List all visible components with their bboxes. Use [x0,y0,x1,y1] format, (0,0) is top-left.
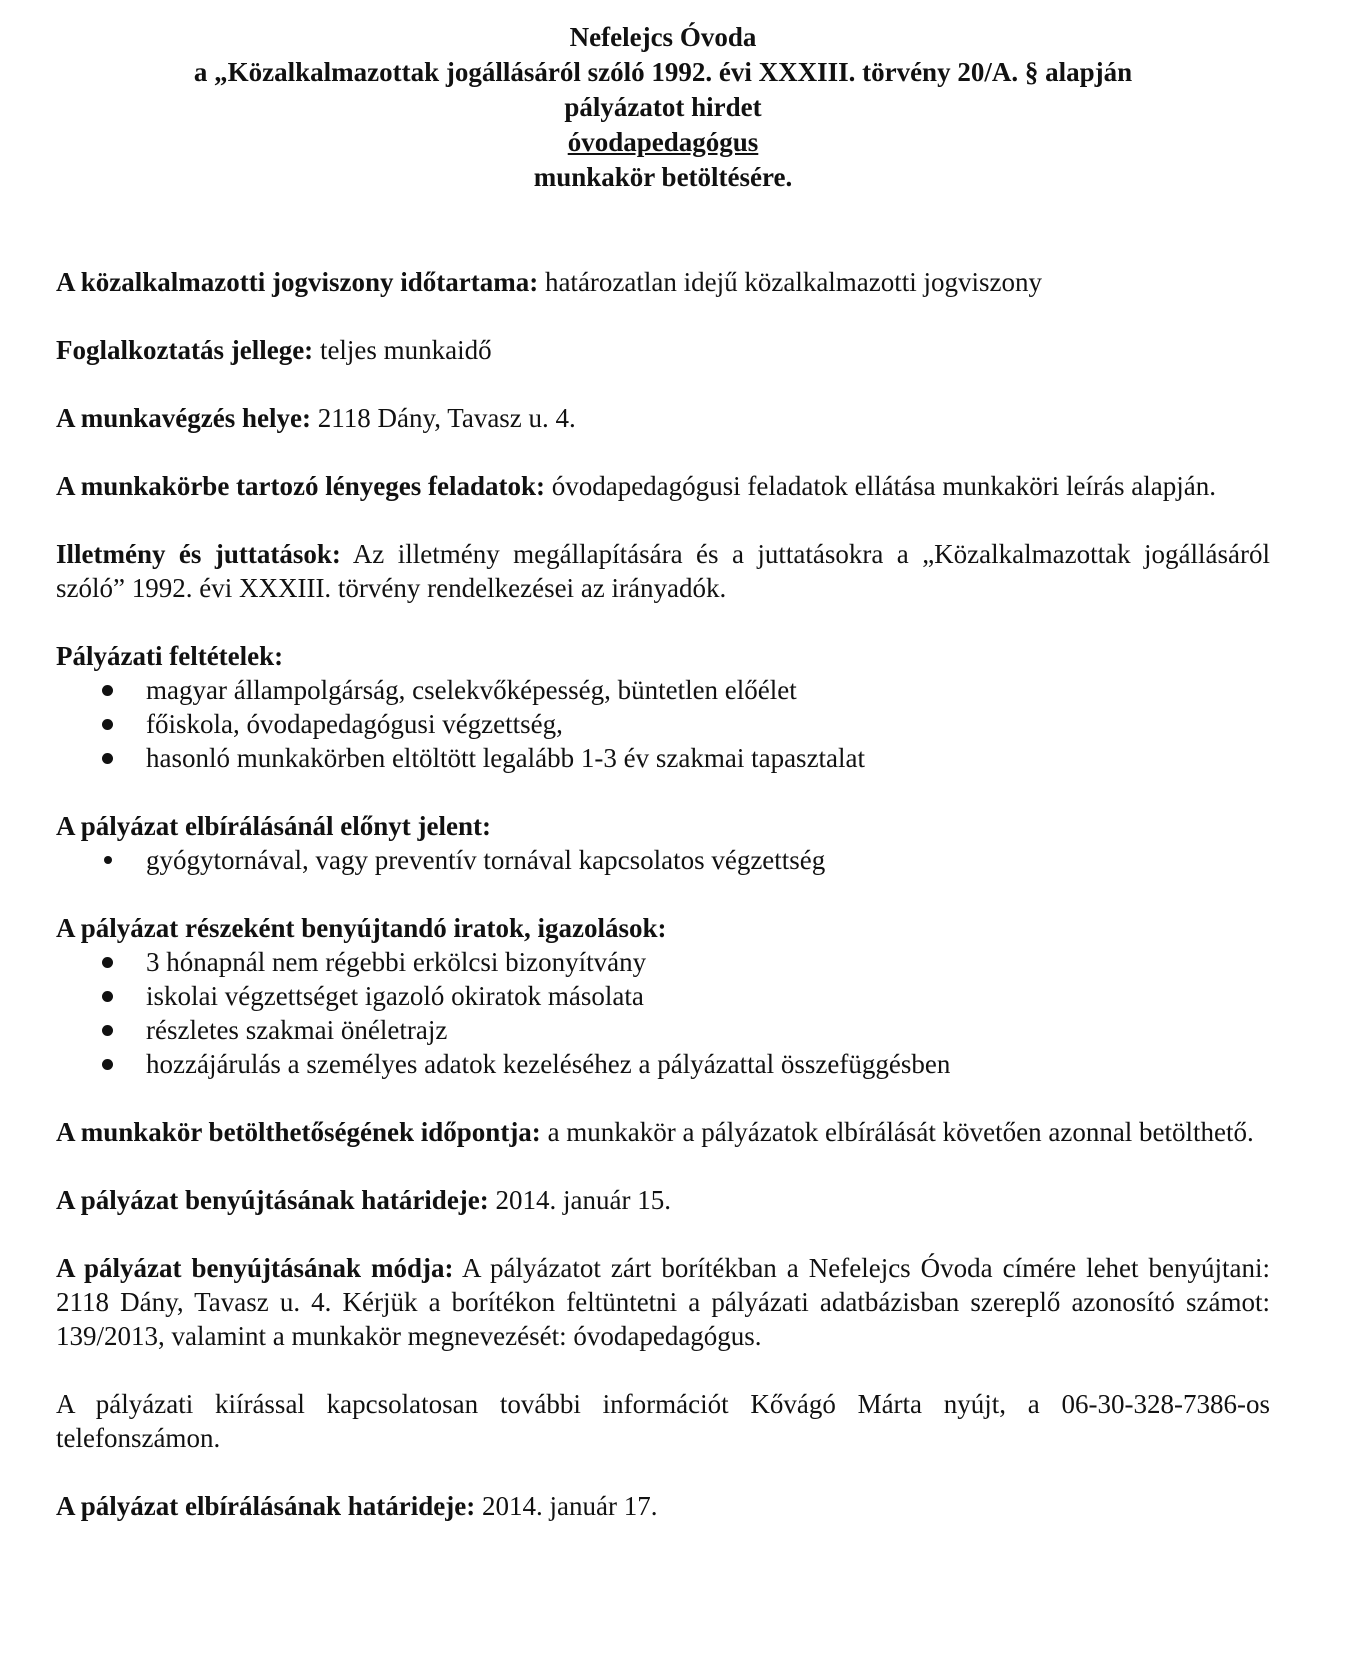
list-item: hasonló munkakörben eltöltött legalább 1-3 év szakmai tapasztalat [56,741,1270,775]
submission-method-paragraph [56,1251,1270,1353]
evaluation-deadline-paragraph [56,1489,1270,1523]
evaluation-deadline-value: 2014. január 17. [475,1491,658,1521]
position-title: óvodapedagógus [567,127,759,157]
employment-type-value: teljes munkaidő [313,335,492,365]
contact-info-paragraph: A pályázati kiírással kapcsolatosan további információt Kővágó Márta nyújt, a 06-30-328-7386-os telefonszámon. [56,1389,1270,1453]
list-item: iskolai végzettséget igazoló okiratok másolata [56,979,1270,1013]
list-item: gyógytornával, vagy preventív tornával kapcsolatos végzettség [56,843,1270,877]
conditions-list [56,673,1270,775]
bullet-icon [102,957,113,968]
bullet-icon [102,685,113,696]
bullet-icon [102,1025,113,1036]
list-item: hozzájárulás a személyes adatok kezeléséhez a pályázattal összefüggésben [56,1047,1270,1081]
tasks-label: A munkakörbe tartozó lényeges feladatok: [56,471,545,501]
submission-method-value: A pályázatot zárt borítékban a Nefelejcs Óvoda címére lehet benyújtani: 2118 Dány, Tavasz u. 4. Kérjük a borítékon feltüntetni a pályázati adatbázisban szereplő azonosító számot: 139/2013, valamint a munkakör megnevezését: óvodapedagógus. [56,1253,1270,1351]
start-date-paragraph [56,1115,1270,1149]
bullet-icon [102,753,113,764]
duration-paragraph [56,265,1270,299]
bullet-icon [102,1059,113,1070]
announcement-line: pályázatot hirdet [564,92,762,122]
list-item: részletes szakmai önéletrajz [56,1013,1270,1047]
salary-paragraph [56,537,1270,605]
legal-basis: a „Közalkalmazottak jogállásáról szóló 1992. évi XXXIII. törvény 20/A. § alapján [193,57,1133,87]
conditions-title: Pályázati feltételek: [56,641,284,671]
evaluation-deadline-label: A pályázat elbírálásának határideje: [56,1491,476,1521]
institution-name: Nefelejcs Óvoda [569,22,757,52]
workplace-paragraph [56,401,1270,435]
document-header [56,20,1270,195]
documents-title: A pályázat részeként benyújtandó iratok, igazolások: [56,913,667,943]
tasks-value: óvodapedagógusi feladatok ellátása munkaköri leírás alapján. [544,471,1216,501]
start-date-label: A munkakör betölthetőségének időpontja: [56,1117,541,1147]
list-item: magyar állampolgárság, cselekvőképesség, büntetlen előélet [56,673,1270,707]
document-page [56,20,1270,1523]
salary-label: Illetmény és juttatások: [56,539,341,569]
list-item: 3 hónapnál nem régebbi erkölcsi bizonyítvány [56,945,1270,979]
documents-list [56,945,1270,1081]
duration-label: A közalkalmazotti jogviszony időtartama: [56,267,539,297]
workplace-value: 2118 Dány, Tavasz u. 4. [310,403,576,433]
employment-type-label: Foglalkoztatás jellege: [56,335,314,365]
workplace-label: A munkavégzés helye: [56,403,311,433]
submission-deadline-paragraph [56,1183,1270,1217]
submission-deadline-label: A pályázat benyújtásának határideje: [56,1185,489,1215]
employment-type-paragraph [56,333,1270,367]
start-date-value: a munkakör a pályázatok elbírálását követően azonnal betölthető. [540,1117,1254,1147]
list-item: főiskola, óvodapedagógusi végzettség, [56,707,1270,741]
bullet-icon [102,719,113,730]
duration-value: határozatlan idejű közalkalmazotti jogviszony [538,267,1043,297]
bullet-icon [102,991,113,1002]
bullet-icon [104,856,112,864]
tasks-paragraph [56,469,1270,503]
submission-method-label: A pályázat benyújtásának módja: [56,1253,454,1283]
salary-value: Az illetmény megállapítására és a juttatásokra a „Közalkalmazottak jogállásáról szóló” 1992. évi XXXIII. törvény rendelkezései az irányadók. [56,539,1270,603]
advantages-list [56,843,1270,877]
submission-deadline-value: 2014. január 15. [488,1185,671,1215]
announcement-purpose: munkakör betöltésére. [533,162,793,192]
advantages-title: A pályázat elbírálásánál előnyt jelent: [56,811,491,841]
